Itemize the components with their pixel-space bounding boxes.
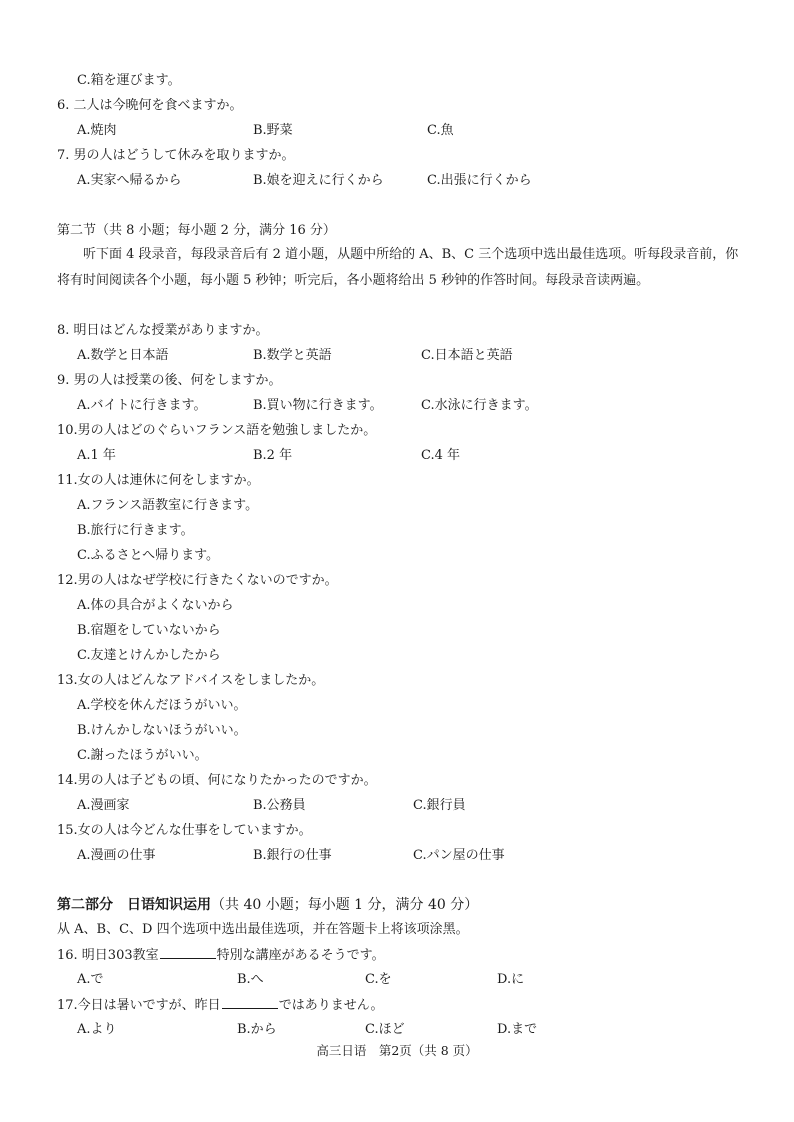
q16-question: [57, 946, 385, 965]
q9-option-c: C.水泳に行きます。: [421, 398, 538, 413]
q10-option-c: C.4 年: [421, 448, 461, 463]
q9-option-b: B.買い物に行きます。: [253, 398, 383, 413]
q13-question: 13.女の人はどんなアドバイスをしましたか。: [57, 673, 325, 688]
q17-option-c: C.ほど: [365, 1022, 405, 1037]
q14-option-a: A.漫画家: [77, 798, 130, 813]
q7-question: 7. 男の人はどうして休みを取りますか。: [57, 148, 295, 163]
q9-option-a: A.バイトに行きます。: [77, 398, 207, 413]
page-footer: 高三日语 第2页（共 8 页）: [316, 1043, 478, 1058]
q16-option-a: A.で: [77, 972, 104, 987]
q10-option-a: A.1 年: [77, 448, 116, 463]
part2-score: （共 40 小题；每小题 1 分，满分 40 分）: [211, 897, 479, 913]
q8-option-c: C.日本語と英語: [421, 348, 513, 363]
q17-option-d: D.まで: [497, 1022, 538, 1037]
q12-question: 12.男の人はなぜ学校に行きたくないのですか。: [57, 573, 338, 588]
q12-option-c: C.友達とけんかしたから: [77, 648, 221, 663]
q6-question: 6. 二人は今晩何を食べますか。: [57, 98, 243, 113]
q13-option-c: C.謝ったほうがいい。: [77, 748, 208, 763]
part2-instructions: 从 A、B、C、D 四个选项中选出最佳选项，并在答题卡上将该项涂黑。: [57, 922, 469, 937]
q17-option-b: B.から: [237, 1022, 277, 1037]
q17-blank: [222, 996, 278, 1009]
q6-option-a: A.焼肉: [77, 123, 117, 138]
q17-text-after: ではありません。: [278, 998, 384, 1013]
q13-option-b: B.けんかしないほうがいい。: [77, 723, 247, 738]
q16-option-c: C.を: [365, 972, 392, 987]
q17-question: [57, 996, 383, 1015]
q15-question: 15.女の人は今どんな仕事をしていますか。: [57, 823, 312, 838]
q10-question: 10.男の人はどのぐらいフランス語を勉強しましたか。: [57, 423, 377, 438]
q17-text-before: 17.今日は暑いですが、昨日: [57, 998, 221, 1013]
q11-option-b: B.旅行に行きます。: [77, 523, 194, 538]
part2-title: 第二部分 日语知识运用: [57, 897, 211, 913]
q6-option-b: B.野菜: [253, 123, 293, 138]
q15-option-c: C.パン屋の仕事: [413, 848, 505, 863]
q12-option-b: B.宿題をしていないから: [77, 623, 221, 638]
section2-title: 第二节（共 8 小题；每小题 2 分，满分 16 分）: [57, 223, 336, 238]
q7-option-b: B.娘を迎えに行くから: [253, 173, 384, 188]
q13-option-a: A.学校を休んだほうがいい。: [77, 698, 247, 713]
q12-option-a: A.体の具合がよくないから: [77, 598, 234, 613]
q7-option-c: C.出張に行くから: [427, 173, 532, 188]
q15-option-a: A.漫画の仕事: [77, 848, 156, 863]
q5-option-c: C.箱を運びます。: [77, 73, 181, 88]
q11-option-a: A.フランス語教室に行きます。: [77, 498, 259, 513]
q8-option-b: B.数学と英語: [253, 348, 332, 363]
q16-option-b: B.へ: [237, 972, 264, 987]
q6-option-c: C.魚: [427, 123, 454, 138]
q14-option-b: B.公務員: [253, 798, 306, 813]
q15-option-b: B.銀行の仕事: [253, 848, 332, 863]
q8-option-a: A.数学と日本語: [77, 348, 169, 363]
q11-question: 11.女の人は連休に何をしますか。: [57, 473, 260, 488]
q8-question: 8. 明日はどんな授業がありますか。: [57, 323, 269, 338]
q17-option-a: A.より: [77, 1022, 117, 1037]
q10-option-b: B.2 年: [253, 448, 293, 463]
section2-instructions: 听下面 4 段录音，每段录音后有 2 道小题，从题中所给的 A、B、C 三个选项中选出最佳选项。听每段录音前，你将有时间阅读各个小题，每小题 5 秒钟；听完后，各小题将给出 5 秒钟的作答时间。每段录音读两遍。: [57, 247, 739, 288]
q16-option-d: D.に: [497, 972, 525, 987]
q14-option-c: C.銀行員: [413, 798, 466, 813]
q9-question: 9. 男の人は授業の後、何をしますか。: [57, 373, 282, 388]
q7-option-a: A.実家へ帰るから: [77, 173, 182, 188]
q16-text-after: 特別な講座があるそうです。: [216, 948, 385, 963]
q11-option-c: C.ふるさとへ帰ります。: [77, 548, 220, 563]
q14-question: 14.男の人は子どもの頃、何になりたかったのですか。: [57, 773, 377, 788]
part2-heading: [57, 896, 478, 915]
q16-text-before: 16. 明日303教室: [57, 948, 159, 963]
q16-blank: [160, 946, 216, 959]
